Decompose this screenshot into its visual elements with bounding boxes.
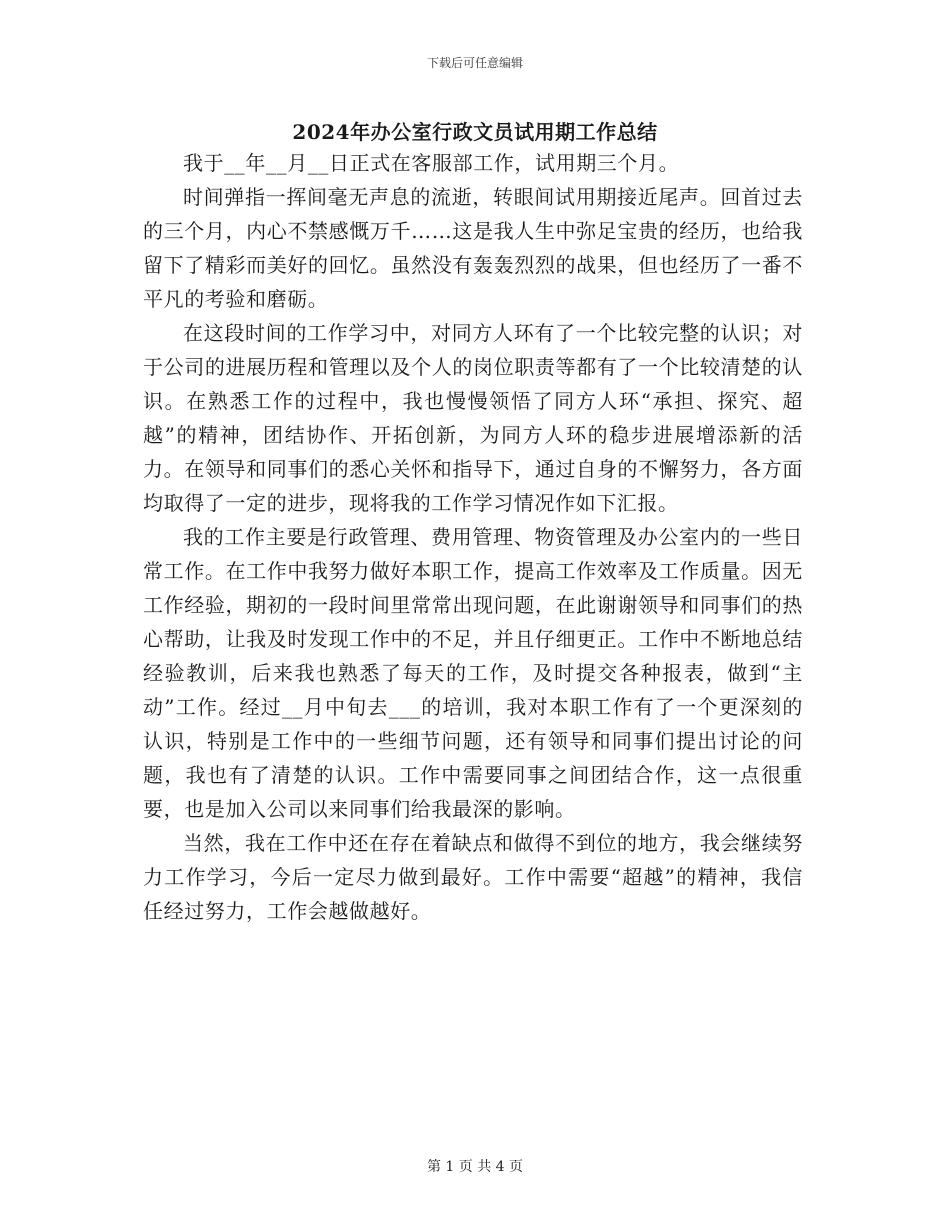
paragraph-work-duties: 我的工作主要是行政管理、费用管理、物资管理及办公室内的一些日常工作。在工作中我努力做好本职工作，提高工作效率及工作质量。因无工作经验，期初的一段时间里常常出现问题，在此谢谢领导和同事们的热心帮助，让我及时发现工作中的不足，并且仔细更正。工作中不断地总结经验教训，后来我也熟悉了每天的工作，及时提交各种报表，做到“主动”工作。经过__月中旬去___的培训，我对本职工作有了一个更深刻的认识，特别是工作中的一些细节问题，还有领导和同事们提出讨论的问题，我也有了清楚的认识。工作中需要同事之间团结合作，这一点很重要，也是加入公司以来同事们给我最深的影响。 xyxy=(143,525,803,821)
page-number-footer: 第 1 页 共 4 页 xyxy=(426,1159,524,1175)
document-body xyxy=(143,146,803,928)
header-note: 下载后可任意编辑 xyxy=(426,56,523,70)
paragraph-understanding: 在这段时间的工作学习中，对同方人环有了一个比较完整的认识；对于公司的进展历程和管理以及个人的岗位职责等都有了一个比较清楚的认识。在熟悉工作的过程中，我也慢慢领悟了同方人环“承担、探究、超越”的精神，团结协作、开拓创新，为同方人环的稳步进展增添新的活力。在领导和同事们的悉心关怀和指导下，通过自身的不懈努力，各方面均取得了一定的进步，现将我的工作学习情况作如下汇报。 xyxy=(143,321,803,515)
paragraph-reflection: 时间弹指一挥间毫无声息的流逝，转眼间试用期接近尾声。回首过去的三个月，内心不禁感慨万千……这是我人生中弥足宝贵的经历，也给我留下了精彩而美好的回忆。虽然没有轰轰烈烈的战果，但也经历了一番不平凡的考验和磨砺。 xyxy=(143,185,803,311)
document-title: 2024年办公室行政文员试用期工作总结 xyxy=(292,120,658,144)
paragraph-intro: 我于__年__月__日正式在客服部工作，试用期三个月。 xyxy=(183,151,680,175)
paragraph-conclusion: 当然，我在工作中还在存在着缺点和做得不到位的地方，我会继续努力工作学习，今后一定尽力做到最好。工作中需要“超越”的精神，我信任经过努力，工作会越做越好。 xyxy=(143,831,803,923)
